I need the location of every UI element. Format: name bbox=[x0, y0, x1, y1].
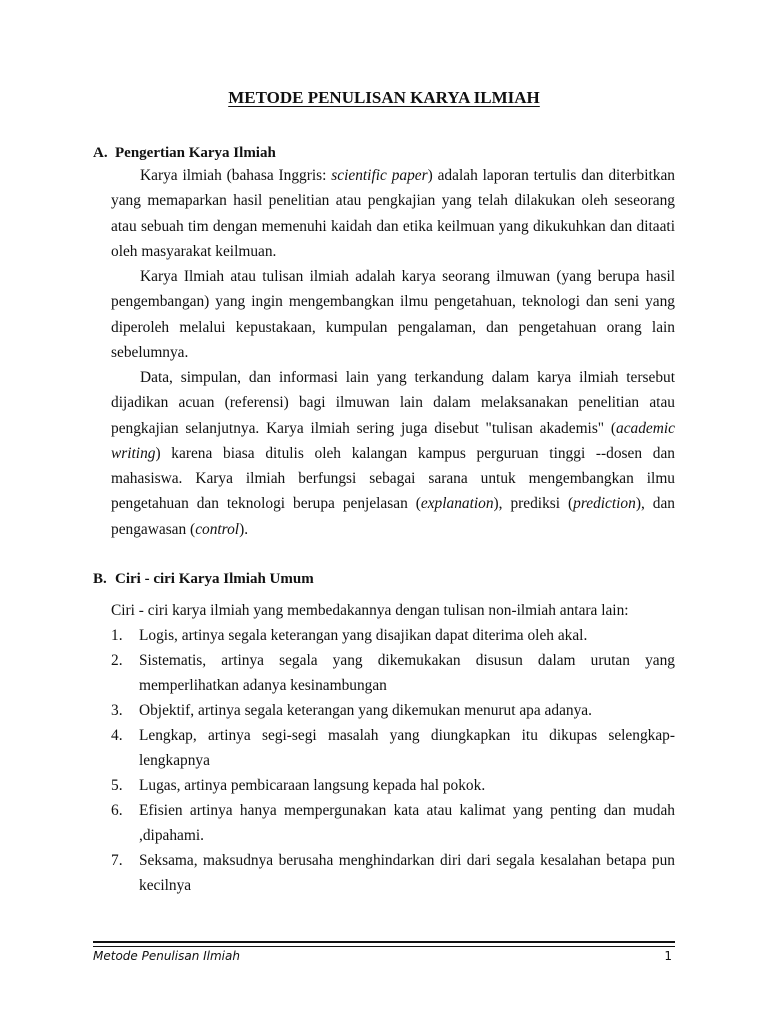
list-item-text: Lengkap, artinya segi-segi masalah yang diungkapkan itu dikupas selengkap-lengkapnya bbox=[139, 727, 675, 769]
paragraph-definition bbox=[111, 163, 675, 264]
paragraph-function-text-3: ), prediksi ( bbox=[493, 495, 574, 513]
page-title bbox=[0, 87, 768, 109]
list-item-number: 6. bbox=[111, 802, 123, 819]
section-a-heading bbox=[93, 143, 276, 163]
paragraph-function-text-2: ) karena biasa ditulis oleh kalangan kampus perguruan tinggi --dosen dan mahasiswa. Karya ilmiah berfungsi sebagai sarana untuk mengembangkan ilmu pengetahuan dan teknologi berupa penjelasan ( bbox=[111, 444, 675, 513]
paragraph-function-text-5: ). bbox=[239, 520, 249, 538]
footer-document-title: Metode Penulisan Ilmiah bbox=[93, 949, 240, 963]
footer-divider-thick bbox=[93, 941, 675, 943]
list-item-text: Logis, artinya segala keterangan yang disajikan dapat diterima oleh akal. bbox=[139, 627, 588, 644]
list-item-number: 2. bbox=[111, 652, 123, 669]
list-item-text: Seksama, maksudnya berusaha menghindarkan diri dari segala kesalahan betapa pun kecilnya bbox=[139, 852, 675, 894]
list-item-text: Sistematis, artinya segala yang dikemukakan disusun dalam urutan yang memperlihatkan adanya kesinambungan bbox=[139, 652, 675, 694]
term-explanation: explanation bbox=[420, 495, 494, 513]
page-title-text: METODE PENULISAN KARYA ILMIAH bbox=[228, 88, 540, 107]
paragraph-function-text-1: Data, simpulan, dan informasi lain yang terkandung dalam karya ilmiah tersebut dijadikan acuan (referensi) bagi ilmuwan lain dalam melaksanakan penelitian atau pengkajian selanjutnya. Karya ilmiah sering juga disebut "tulisan akademis" ( bbox=[111, 369, 675, 437]
paragraph-definition-text-2: ) adalah laporan tertulis dan diterbitkan yang memaparkan hasil penelitian atau pengkajian yang telah dilakukan oleh seseorang atau sebuah tim dengan memenuhi kaidah dan etika keilmuan yang dikukuhkan dan ditaati oleh masyarakat keilmuan. bbox=[111, 167, 676, 260]
term-prediction: prediction bbox=[573, 495, 636, 513]
paragraph-function-text-4: ), dan pengawasan ( bbox=[111, 495, 675, 538]
list-item-number: 1. bbox=[111, 627, 123, 644]
list-item bbox=[111, 648, 675, 698]
section-b-heading-text: Ciri - ciri Karya Ilmiah Umum bbox=[115, 571, 314, 587]
section-a-heading-text: Pengertian Karya Ilmiah bbox=[115, 145, 276, 161]
paragraph-scientific-work: Karya Ilmiah atau tulisan ilmiah adalah karya seorang ilmuwan (yang berupa hasil pengembangan) yang ingin mengembangkan ilmu pengetahuan, teknologi dan seni yang diperoleh melalui kepustakaan, kumpulan pengalaman, dan pengetahuan orang lain sebelumnya. bbox=[111, 268, 675, 361]
paragraph-definition-text-1: Karya ilmiah (bahasa Inggris: bbox=[140, 167, 332, 184]
term-academic-writing: academic writing bbox=[111, 419, 675, 462]
list-item bbox=[111, 698, 675, 723]
list-item-number: 4. bbox=[111, 727, 123, 744]
list-item bbox=[111, 623, 675, 648]
list-item-text: Objektif, artinya segala keterangan yang dikemukan menurut apa adanya. bbox=[139, 702, 592, 719]
section-a-letter: A. bbox=[93, 145, 108, 161]
list-item bbox=[111, 773, 675, 798]
list-item-number: 3. bbox=[111, 702, 123, 719]
list-item-text: Lugas, artinya pembicaraan langsung kepada hal pokok. bbox=[139, 777, 486, 794]
list-item bbox=[111, 723, 675, 773]
characteristics-list bbox=[111, 623, 675, 898]
term-control: control bbox=[195, 520, 240, 538]
list-item bbox=[111, 798, 675, 848]
list-item-number: 7. bbox=[111, 852, 123, 869]
list-item-number: 5. bbox=[111, 777, 123, 794]
list-item-text: Efisien artinya hanya mempergunakan kata atau kalimat yang penting dan mudah ,dipahami. bbox=[139, 802, 675, 844]
paragraph-function bbox=[111, 365, 675, 542]
section-b-heading bbox=[93, 569, 314, 589]
section-b-letter: B. bbox=[93, 571, 107, 587]
page-number: 1 bbox=[664, 949, 672, 963]
list-item bbox=[111, 848, 675, 898]
term-scientific-paper: scientific paper bbox=[331, 167, 428, 184]
section-b-intro: Ciri - ciri karya ilmiah yang membedakannya dengan tulisan non-ilmiah antara lain: bbox=[111, 602, 629, 619]
